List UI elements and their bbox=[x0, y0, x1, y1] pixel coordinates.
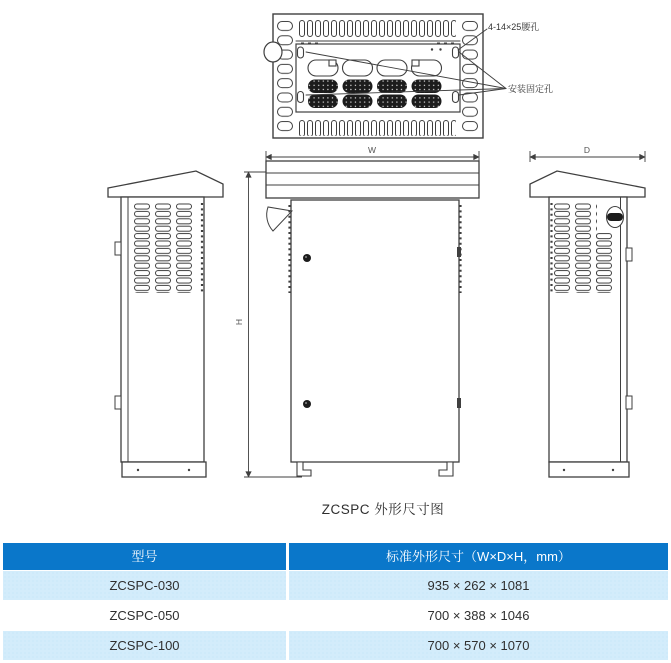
front-view bbox=[266, 145, 479, 476]
top-louver-row bbox=[298, 19, 456, 38]
dim-label-d: D bbox=[583, 145, 591, 155]
foot bbox=[439, 462, 453, 476]
model-cell: ZCSPC-100 bbox=[3, 631, 286, 660]
size-cell: 700 × 388 × 1046 bbox=[289, 601, 668, 630]
cable-entry-plug bbox=[607, 213, 623, 221]
base-plinth bbox=[122, 462, 206, 477]
bottom-louver-row bbox=[298, 119, 456, 136]
door-lock bbox=[303, 254, 311, 262]
left-louver-column bbox=[276, 19, 295, 133]
side-view-right bbox=[530, 145, 645, 477]
size-cell: 935 × 262 × 1081 bbox=[289, 571, 668, 600]
hinge bbox=[626, 248, 632, 261]
foot bbox=[297, 462, 311, 476]
size-cell: 700 × 570 × 1070 bbox=[289, 631, 668, 660]
model-cell: ZCSPC-050 bbox=[3, 601, 286, 630]
door-lock bbox=[303, 400, 311, 408]
vent-louvers bbox=[554, 203, 597, 293]
annotation-slot-holes: 4-14×25腰孔 bbox=[488, 22, 540, 32]
vent-louvers bbox=[596, 233, 617, 293]
model-cell: ZCSPC-030 bbox=[3, 571, 286, 600]
cable-gland bbox=[264, 42, 282, 62]
roof-slab bbox=[266, 161, 479, 198]
rain-hood bbox=[108, 171, 223, 197]
spec-table bbox=[3, 543, 668, 660]
dim-label-w: W bbox=[367, 145, 377, 155]
annotation-mounting-holes: 安装固定孔 bbox=[508, 84, 554, 94]
hinge bbox=[626, 396, 632, 409]
figure-caption: ZCSPC 外形尺寸图 bbox=[321, 502, 445, 517]
dim-label-h: H bbox=[234, 318, 244, 326]
door-swing-indicator bbox=[267, 207, 292, 231]
vent-louvers bbox=[134, 203, 197, 293]
top-view-drawing bbox=[264, 14, 553, 138]
hinge bbox=[115, 242, 121, 255]
header-size: 标准外形尺寸（W×D×H，mm） bbox=[289, 543, 668, 570]
rain-hood bbox=[530, 171, 645, 197]
side-view-left bbox=[108, 171, 223, 477]
header-model: 型号 bbox=[3, 543, 286, 570]
door-panel bbox=[291, 200, 459, 462]
hinge bbox=[115, 396, 121, 409]
base-plinth bbox=[549, 462, 629, 477]
